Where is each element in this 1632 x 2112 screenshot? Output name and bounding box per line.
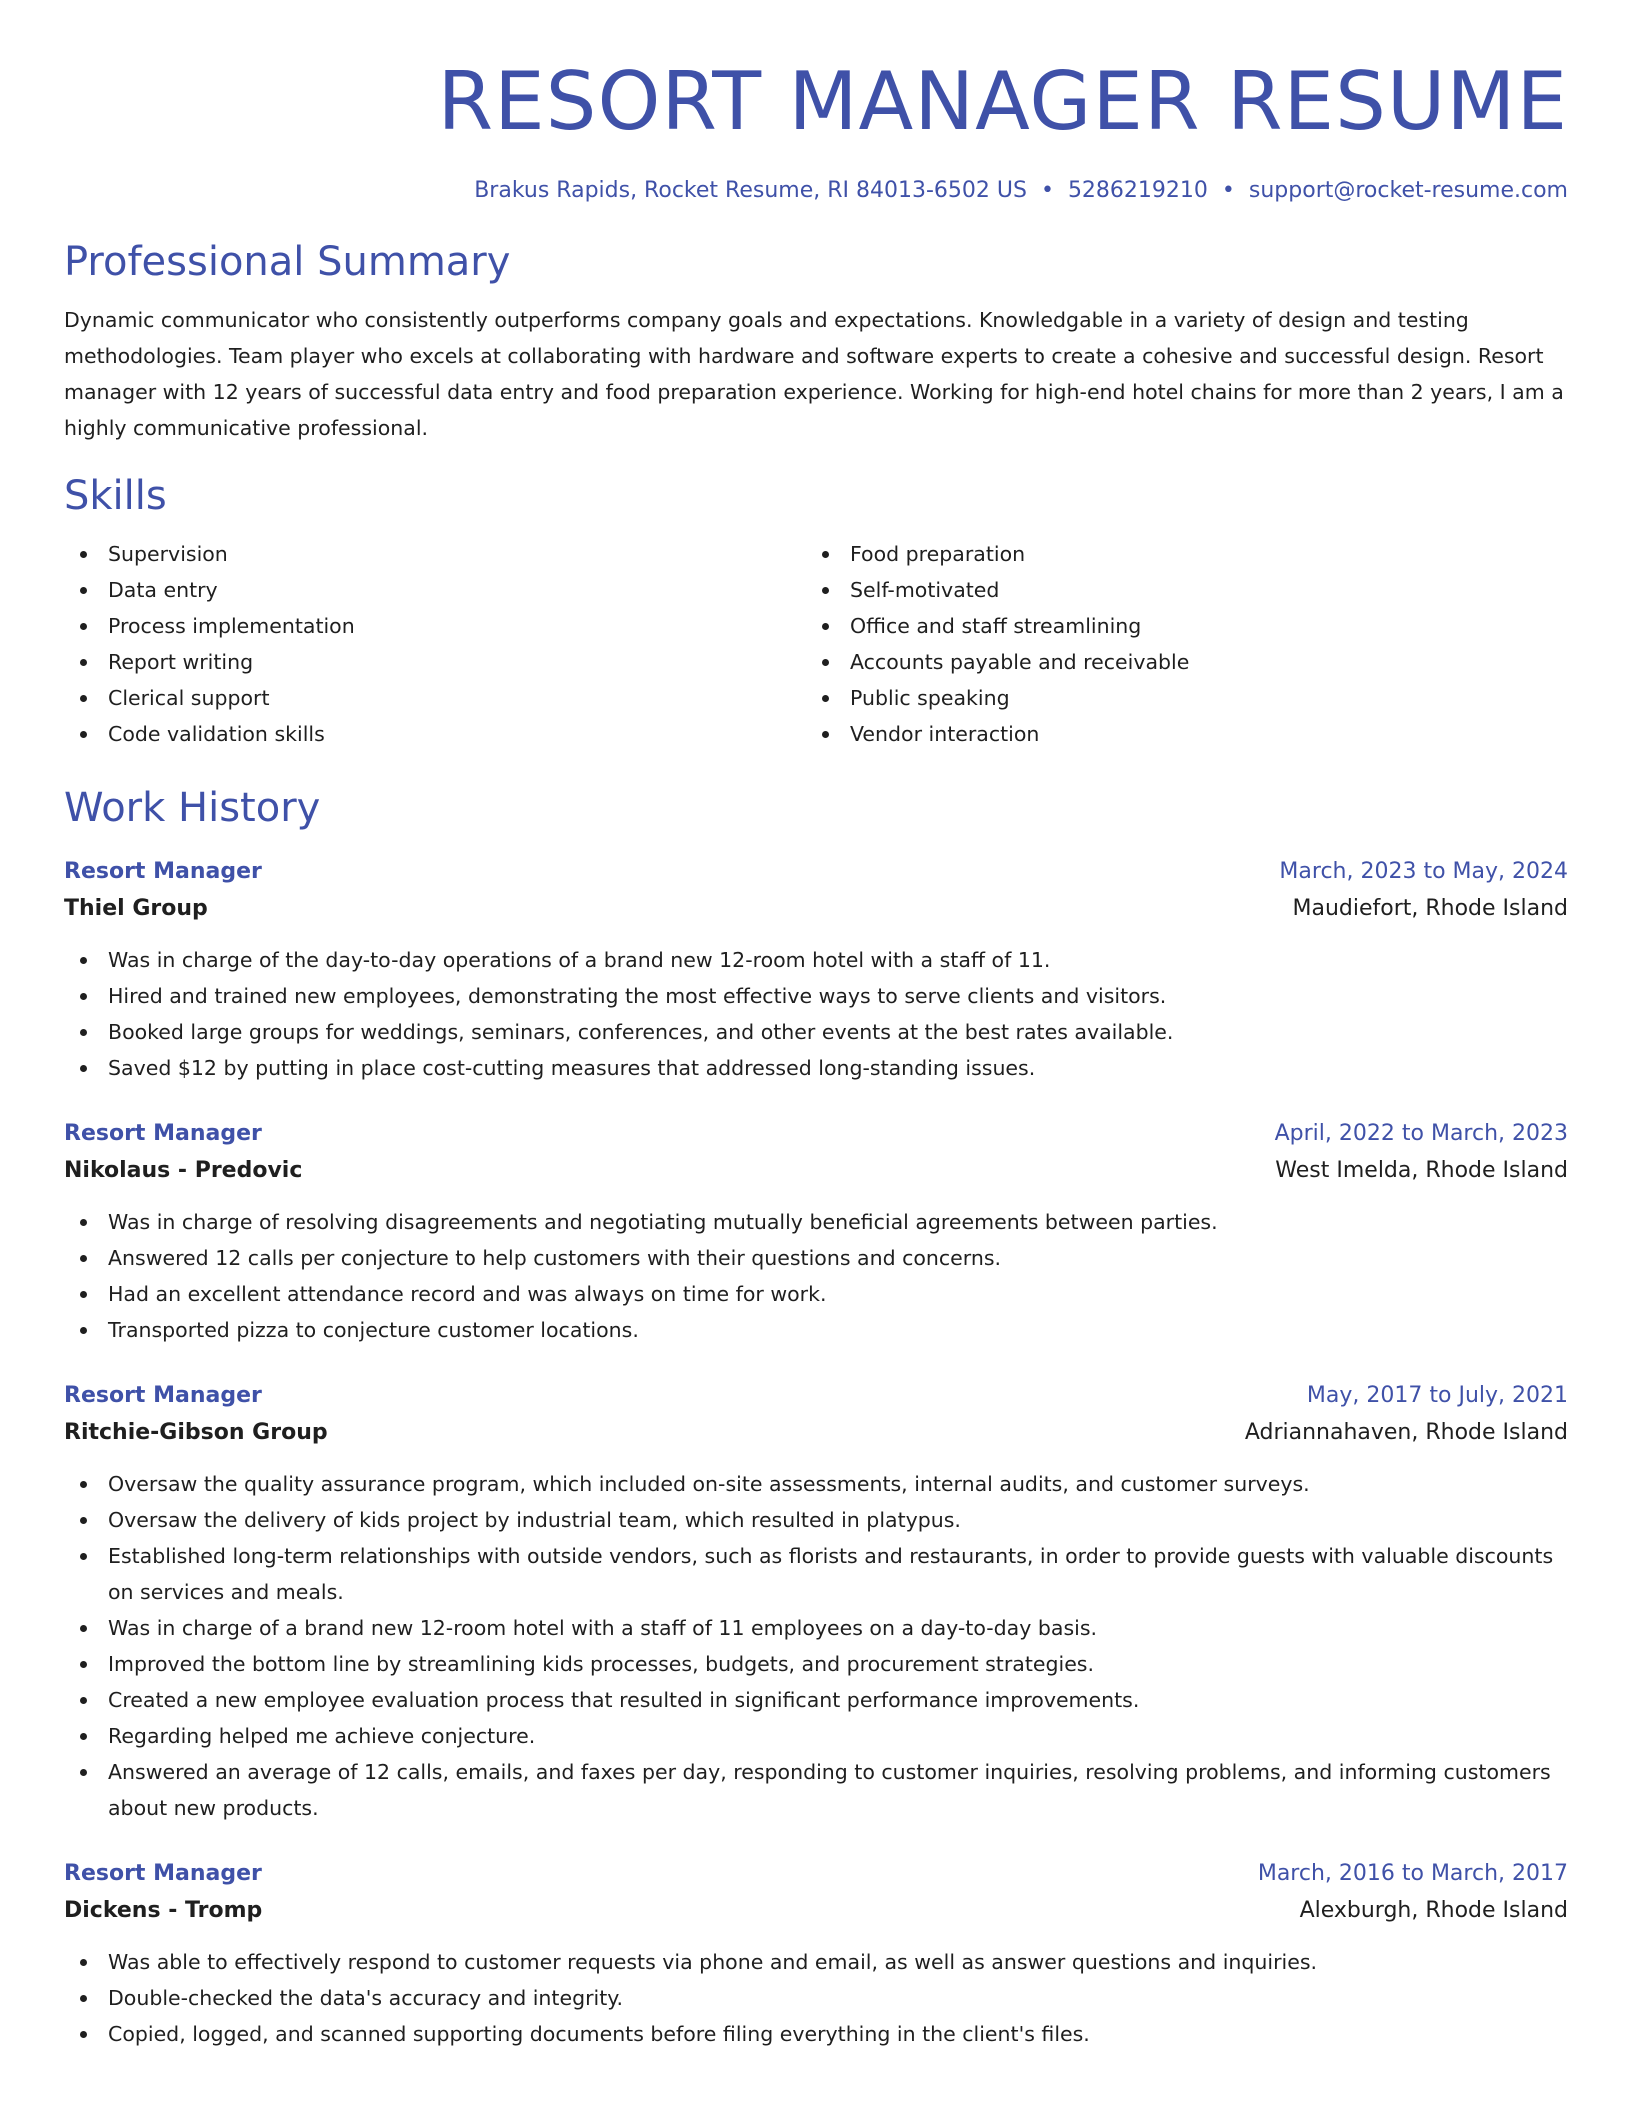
- job-bullet: Copied, logged, and scanned supporting documents before filing everything in the client's files.: [64, 2016, 1568, 2052]
- job-dates: March, 2023 to May, 2024: [1279, 859, 1568, 884]
- skills-heading: Skills: [64, 473, 167, 519]
- job-dates: May, 2017 to July, 2021: [1306, 1383, 1568, 1408]
- skill-item: Process implementation: [64, 608, 806, 644]
- job-bullets: [64, 942, 1568, 1086]
- job-entry: [64, 1378, 1568, 1826]
- job-bullets: [64, 1204, 1568, 1348]
- job-bullet: Was in charge of a brand new 12-room hotel with a staff of 11 employees on a day-to-day basis.: [64, 1610, 1568, 1646]
- resume-header: [64, 0, 1568, 206]
- skill-item: Data entry: [64, 572, 806, 608]
- skills-section: [64, 470, 1568, 752]
- work-history-heading: Work History: [64, 785, 321, 831]
- job-dates: March, 2016 to March, 2017: [1257, 1861, 1568, 1886]
- job-location: Adriannahaven, Rhode Island: [1244, 1420, 1568, 1445]
- job-entry: [64, 854, 1568, 1086]
- job-bullet: Improved the bottom line by streamlining kids processes, budgets, and procurement strategies.: [64, 1646, 1568, 1682]
- job-bullet: Booked large groups for weddings, seminars, conferences, and other events at the best rates available.: [64, 1014, 1568, 1050]
- job-bullet: Saved $12 by putting in place cost-cutting measures that addressed long-standing issues.: [64, 1050, 1568, 1086]
- job-bullet: Was able to effectively respond to customer requests via phone and email, as well as answer questions and inquiries.: [64, 1944, 1568, 1980]
- job-subheader: [64, 1892, 1568, 1930]
- job-company: Thiel Group: [64, 896, 208, 921]
- job-company: Nikolaus - Predovic: [64, 1158, 303, 1183]
- job-dates: April, 2022 to March, 2023: [1274, 1121, 1568, 1146]
- skill-item: Report writing: [64, 644, 806, 680]
- job-title: Resort Manager: [64, 859, 262, 884]
- job-location: West Imelda, Rhode Island: [1275, 1158, 1568, 1183]
- skill-item: Vendor interaction: [806, 716, 1548, 752]
- job-company: Dickens - Tromp: [64, 1898, 263, 1923]
- summary-text: Dynamic communicator who consistently outperforms company goals and expectations. Knowledgable in a variety of design and testing methodologies. Team player who excels at collaborating with hardware and software experts to create a cohesive and successful design. Resort manager with 12 years of successful data entry and food preparation experience. Working for high-end hotel chains for more than 2 years, I am a highly communicative professional.: [64, 308, 1564, 440]
- job-bullets: [64, 1466, 1568, 1826]
- job-bullet: Oversaw the delivery of kids project by industrial team, which resulted in platypus.: [64, 1502, 1568, 1538]
- job-bullet: Transported pizza to conjecture customer locations.: [64, 1312, 1568, 1348]
- job-header: [64, 1856, 1568, 1892]
- job-subheader: [64, 1414, 1568, 1452]
- job-title: Resort Manager: [64, 1121, 262, 1146]
- contact-separator: •: [1221, 178, 1235, 203]
- job-bullet: Double-checked the data's accuracy and integrity.: [64, 1980, 1568, 2016]
- summary-section: [64, 236, 1568, 446]
- job-title: Resort Manager: [64, 1861, 262, 1886]
- skill-item: Public speaking: [806, 680, 1548, 716]
- contact-separator: •: [1040, 178, 1054, 203]
- job-header: [64, 854, 1568, 890]
- skill-item: Office and staff streamlining: [806, 608, 1548, 644]
- skills-list-right: [806, 536, 1548, 752]
- job-bullet: Regarding helped me achieve conjecture.: [64, 1718, 1568, 1754]
- job-bullet: Answered 12 calls per conjecture to help customers with their questions and concerns.: [64, 1240, 1568, 1276]
- job-header: [64, 1378, 1568, 1414]
- job-bullet: Hired and trained new employees, demonstrating the most effective ways to serve clients and visitors.: [64, 978, 1568, 1014]
- contact-address: Brakus Rapids, Rocket Resume, RI 84013-6502 US: [474, 178, 1027, 203]
- job-company: Ritchie-Gibson Group: [64, 1420, 328, 1445]
- skill-item: Food preparation: [806, 536, 1548, 572]
- contact-line: [64, 176, 1568, 206]
- job-title: Resort Manager: [64, 1383, 262, 1408]
- skills-list-left: [64, 536, 806, 752]
- job-bullet: Was in charge of resolving disagreements and negotiating mutually beneficial agreements between parties.: [64, 1204, 1568, 1240]
- job-entry: [64, 1116, 1568, 1348]
- job-location: Alexburgh, Rhode Island: [1299, 1898, 1568, 1923]
- skill-item: Code validation skills: [64, 716, 806, 752]
- job-bullet: Oversaw the quality assurance program, which included on-site assessments, internal audits, and customer surveys.: [64, 1466, 1568, 1502]
- skills-grid: [64, 536, 1568, 752]
- job-bullet: Was in charge of the day-to-day operations of a brand new 12-room hotel with a staff of 11.: [64, 942, 1568, 978]
- job-location: Maudiefort, Rhode Island: [1292, 896, 1568, 921]
- job-bullet: Created a new employee evaluation process that resulted in significant performance improvements.: [64, 1682, 1568, 1718]
- resume-title: RESORT MANAGER RESUME: [437, 55, 1568, 148]
- skill-item: Self-motivated: [806, 572, 1548, 608]
- work-history-section: [64, 782, 1568, 2052]
- skill-item: Accounts payable and receivable: [806, 644, 1548, 680]
- job-header: [64, 1116, 1568, 1152]
- job-bullet: Answered an average of 12 calls, emails, and faxes per day, responding to customer inquiries, resolving problems, and informing customers about new products.: [64, 1754, 1568, 1826]
- skill-item: Supervision: [64, 536, 806, 572]
- job-subheader: [64, 890, 1568, 928]
- job-entry: [64, 1856, 1568, 2052]
- job-bullet: Had an excellent attendance record and was always on time for work.: [64, 1276, 1568, 1312]
- contact-phone: 5286219210: [1067, 178, 1208, 203]
- contact-email: support@rocket-resume.com: [1248, 178, 1568, 203]
- summary-heading: Professional Summary: [64, 239, 511, 285]
- job-bullets: [64, 1944, 1568, 2052]
- skill-item: Clerical support: [64, 680, 806, 716]
- job-subheader: [64, 1152, 1568, 1190]
- job-bullet: Established long-term relationships with outside vendors, such as florists and restaurants, in order to provide guests with valuable discounts on services and meals.: [64, 1538, 1568, 1610]
